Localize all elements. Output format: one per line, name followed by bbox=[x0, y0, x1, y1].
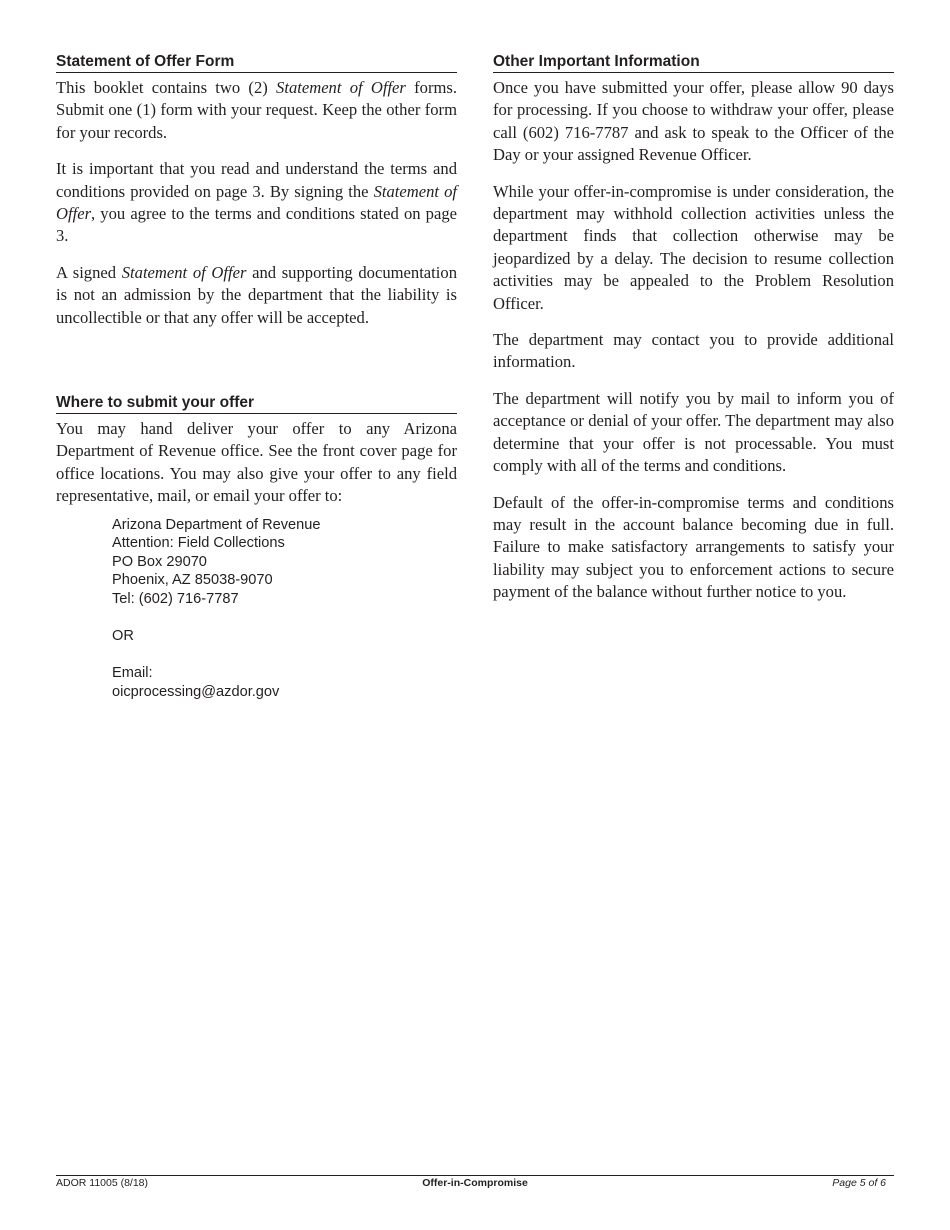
mailing-address bbox=[112, 516, 457, 702]
address-line-4: Phoenix, AZ 85038-9070 bbox=[112, 572, 273, 589]
where-to-submit-heading: Where to submit your offer bbox=[56, 393, 457, 414]
info-paragraph-3: The department may contact you to provide additional information. bbox=[493, 330, 894, 372]
emphasis: Statement of Offer bbox=[56, 181, 457, 224]
right-column bbox=[493, 52, 894, 618]
statement-paragraph-1 bbox=[56, 77, 457, 144]
statement-paragraph-2 bbox=[56, 158, 457, 248]
section-spacer bbox=[56, 343, 457, 393]
info-paragraph-1: Once you have submitted your offer, please allow 90 days for processing. If you choose to withdraw your offer, please call (602) 716-7787 and ask to speak to the Officer of the Day or your assigned Revenue Officer. bbox=[493, 78, 894, 165]
form-id: ADOR 11005 (8/18) bbox=[56, 1177, 149, 1189]
address-line-1: Arizona Department of Revenue bbox=[112, 516, 321, 533]
address-phone: Tel: (602) 716-7787 bbox=[112, 591, 239, 608]
left-column bbox=[56, 52, 457, 702]
emphasis: Statement of Offer bbox=[121, 262, 247, 282]
email-label: Email: bbox=[112, 665, 153, 682]
text: forms. Submit one (1) form with your request. Keep the other form for your records. bbox=[56, 78, 457, 142]
statement-paragraph-3 bbox=[56, 262, 457, 329]
address-line-3: PO Box 29070 bbox=[112, 553, 207, 570]
submit-paragraph: You may hand deliver your offer to any Arizona Department of Revenue office. See the front cover page for office locations. You may also give your offer to any field representative, mail, or email your offer to: bbox=[56, 419, 457, 506]
text: This booklet contains two (2) bbox=[56, 78, 277, 97]
text: , you agree to the terms and conditions stated on page 3. bbox=[56, 204, 457, 246]
text: A signed bbox=[56, 262, 122, 282]
page-footer bbox=[56, 1175, 894, 1196]
text: and supporting documentation is not an admission by the department that the liability is uncollectible or that any offer will be accepted. bbox=[56, 262, 457, 327]
text: It is important that you read and understand the terms and conditions provided on page 3. By signing the bbox=[56, 159, 457, 201]
info-paragraph-2: While your offer-in-compromise is under consideration, the department may withhold collection activities unless the department finds that collection otherwise may be jeopardized by a delay. The decision to resume collection activities may be appealed to the Problem Resolution Officer. bbox=[493, 181, 894, 313]
address-line-2: Attention: Field Collections bbox=[112, 535, 285, 552]
emphasis: Statement of Offer bbox=[276, 78, 406, 97]
info-paragraph-4: The department will notify you by mail to inform you of acceptance or denial of your offer. The department may also determine that your offer is not processable. You must comply with all of the terms and conditions. bbox=[493, 388, 894, 476]
blank-line bbox=[112, 646, 457, 665]
blank-line bbox=[112, 609, 457, 628]
info-paragraph-5: Default of the offer-in-compromise terms and conditions may result in the account balance becoming due in full. Failure to make satisfactory arrangements to satisfy your liability may subject you to enforcement actions to secure payment of the balance without further notice to you. bbox=[493, 492, 894, 602]
footer-title: Offer-in-Compromise bbox=[422, 1177, 528, 1189]
statement-of-offer-heading: Statement of Offer Form bbox=[56, 52, 457, 73]
email-address: oicprocessing@azdor.gov bbox=[112, 684, 280, 701]
page-number: Page 5 of 6 bbox=[832, 1177, 886, 1189]
other-important-info-heading: Other Important Information bbox=[493, 52, 894, 73]
address-or: OR bbox=[112, 628, 134, 645]
